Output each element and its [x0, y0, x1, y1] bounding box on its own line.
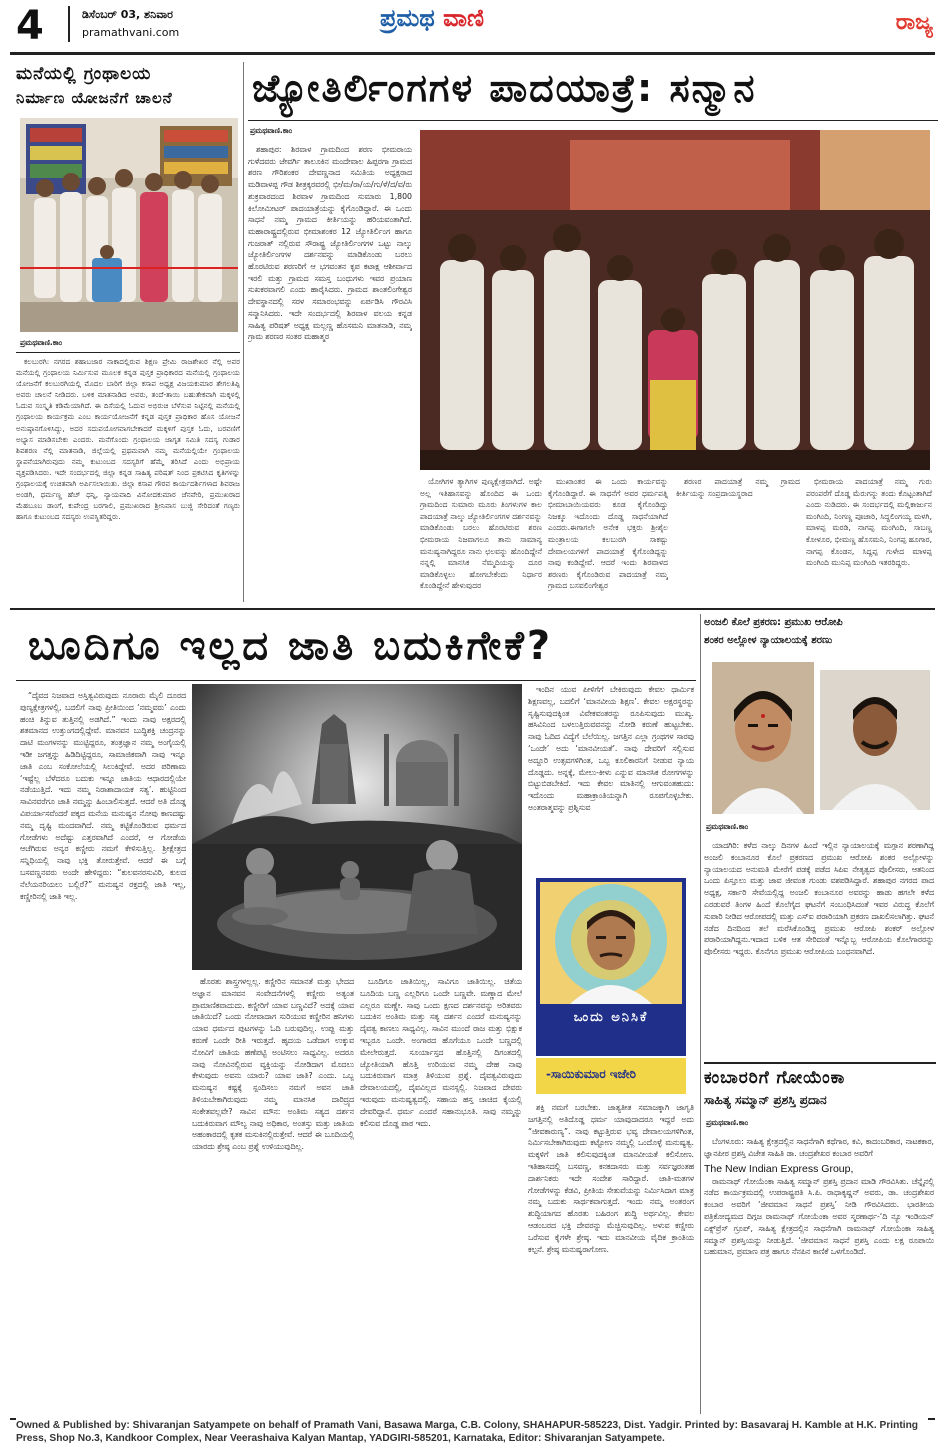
footer-imprint-text: Owned & Published by: Shivaranjan Satyampete on behalf of Pramath Vani, Basawa Marga, C.B. Colony, SHAHAPUR-585223, Dist. Yadgir. Printed by: Basavaraj H. Kamble at H.K. Printing Press, Shop No.3, Kandkoor Complex, Near Veerashaiva Kalyan Mantap, YADGIRI-585201, Karnataka, Editor: Shivaranjan Satyampete.: [16, 1420, 919, 1444]
library-headline-line1: ಮನೆಯಲ್ಲಿ ಗ್ರಂಥಾಲಯ: [16, 64, 152, 84]
kambar-body: [704, 1136, 934, 1412]
columnist-box: [536, 878, 686, 1056]
kambar-story: [704, 1066, 936, 1414]
page-number: 4: [16, 3, 44, 49]
jati-headline-rule: [16, 680, 696, 681]
jati-col3: [360, 976, 522, 1406]
jyotirlinga-col4: [676, 476, 800, 600]
library-photo-art: [20, 118, 238, 332]
columnist-name-box: [536, 1058, 686, 1094]
jyotirlinga-col4-text: ಶರಣರ ಪಾದಯಾತ್ರೆ ನಮ್ಮ ಗ್ರಾಮದ ಕೀರ್ತಿಯನ್ನು ಸಂಪ್ರದಾಯಸ್ಥರಾದ: [676, 477, 800, 498]
library-body-text: ಕಲಬುರಗಿ: ನಗರದ ಶಹಾಬಜಾರ ನಾಕಾದಲ್ಲಿರುವ ಶಿಕ್ಷಣ ಪ್ರೇಮಿ ರಾಜಶೇಖರ ನೆಲ್ಲಿ ಅವರ ಮನೆಯಲ್ಲಿ ಗ್ರಂಥಾಲಯ ನಿರ್ಮಿಸುವ ಮೂಲಕ ಕನ್ನಡ ಪುಸ್ತಕ ಪ್ರಾಧಿಕಾರದ ಮನೆಯಲ್ಲಿ ಗ್ರಂಥಾಲಯ ಯೋಜನೆಗೆ ಕಲಬುರಗಿಯಲ್ಲಿ ಮೊದಲ ಬಾರಿಗೆ ಜಿಲ್ಲಾ ಕಸಾಪ ಅಧ್ಯಕ್ಷ ವಿಜಯಕುಮಾರ ತೇಗಲತಿಪ್ಪಿ ಅವರು ಚಾಲನೆ ನೀಡಿದರು. ಬಳಿಕ ಮಾತನಾಡಿದ ಅವರು, ತಂದೆ-ತಾಯಿ ಬಹುತೇಕವಾಗಿ ಮಕ್ಕಳಲ್ಲಿ ಓದುವ ಸಂಸ್ಕೃತಿ ಕಡಿಮೆಯಾಗಿದೆ. ಈ ದಿಸೆಯಲ್ಲಿ ಓದುವ ಅಭಿರುಚಿ ಬೆಳೆಸುವ ನಿಟ್ಟಿನಲ್ಲಿ ಮನೆಯಲ್ಲಿ ಗ್ರಂಥಾಲಯ ಕಾರ್ಯಕ್ರಮ ಎಂಬ ಕಾರ್ಯಯೋಜನೆಗೆ ಕನ್ನಡ ಪುಸ್ತಕ ಪ್ರಾಧಿಕಾರ ಹೊಸ ಯೋಜನೆ ಅನುಷ್ಠಾನಗೊಳಿಸಿದ್ದು, ಅದರ ಸದುಪಯೋಗವಾಗಬೇಕಾದರೆ ಮಕ್ಕಳಿಗೆ ಪುಸ್ತಕ ಓದು, ಬರವಣಿಗೆ ಅಭ್ಯಾಸ ಮಾಡಿಸಬೇಕು ಎಂದರು. ಮನೆಗೊಂದು ಗ್ರಂಥಾಲಯ ಜಾಗೃತ ಸಮಿತಿ ಸದಸ್ಯ ಗುಡಾರ ಶಿವಶರಣ ನೆಲ್ಲಿ ಮಾತನಾಡಿ, ಜಿಲ್ಲೆಯಲ್ಲಿ ಪ್ರಥಮವಾಗಿ ನಮ್ಮ ಮನೆಯಲ್ಲಿಯೇ ಗ್ರಂಥಾಲಯ ಸ್ಥಾಪನೆಯಾಗಿರುವುದು ನಮ್ಮ ಕುಟುಂಬದ ಸದಸ್ಯರಿಗೆ ಹೆಮ್ಮೆ ತರಿಸಿದೆ ಎಂದು ಅಭಿಪ್ರಾಯ ವ್ಯಕ್ತಪಡಿಸಿದರು. ಇದೇ ಸಂದರ್ಭದಲ್ಲಿ ಜಿಲ್ಲಾ ಕನ್ನಡ ಸಾಹಿತ್ಯ ಪರಿಷತ್ ನಿಂದ ಪ್ರಕಟಿಸಿದ ಕೃತಿಗಳನ್ನು ಗ್ರಂಥಾಲಯಕ್ಕೆ ಉಚಿತವಾಗಿ ಅರ್ಪಿಸಲಾಯಿತು. ಜಿಲ್ಲಾ ಕಸಾಪ ಗೌರವ ಕಾರ್ಯದರ್ಶಿಗಳಾದ ಶಿವರಾಜ ಅಂಡಗಿ, ಧರ್ಮಣ್ಣ ಹೆಚ್ ಧನ್ನಿ, ನ್ಯಾಯವಾದಿ ವಿನೋದಕುಮಾರ ಜೆನವೇರಿ, ಪ್ರಮುಖರಾದ ಮೆಹಬೂಬ ಡಾಂಗೆ, ಕುಪೇಂದ್ರ ಬರಗಾಲಿ, ಪ್ರಮುಖರಾದ ಶ್ರೀನಿವಾಸ ಬುಜ್ಜಿ ಸೇರಿದಂತೆ ಗಣ್ಯರು ಹಾಗೂ ಕುಟುಂಬದ ಸದಸ್ಯರು ಉಪಸ್ಥಿತರಿದ್ದರು.: [16, 357, 240, 522]
kambar-credit: ಪ್ರಮಥವಾಣಿ.ಕಾಂ: [706, 1118, 749, 1127]
footer-imprint-block: [16, 1418, 928, 1446]
anjali-victim-photo: [712, 662, 814, 814]
jati-col4-top: [528, 684, 694, 874]
jati-story: [16, 614, 696, 1414]
jyotirlinga-col1-text: ಶಹಾಪುರ: ಶಿರವಾಳ ಗ್ರಾಮದಿಂದ ಶರಣ ಭೀಮರಾಯ ಗುಳೆದವರು ಜೇವರ್ಗಿ ತಾಲೂಕಿನ ಮಂದೇವಾಲ ಹಿಪ್ಪರಗಾ ಗ್ರಾಮದ ಶರಣ ಗೌರಿಶಂಕರ ದೇವಣ್ಣನಾದ ಸಮಿತಿಯ ಅಧ್ಯಕ್ಷರಾದ ಮಡಿವಾಳಪ್ಪ ಗೌಡ ಶೀತ್ರಕ್ಕರವರಲ್ಲಿ ಭೀ/ಮ/ರಾ/ಯ/ಗು/ಳೆ/ದ/ವ/ರು ಶುಕ್ರವಾರದಂದ ಶಿರವಾಳ ಗ್ರಾಮದಿಂದ ಸುಮಾರು 1,800 ಕಿಲೋಮೀಟರ್ ಪಾದಯಾತ್ರೆಯನ್ನು ಕೈಗೊಂಡಿದ್ದಾರೆ. ಈ ಒಂದು ಸಾಧನೆ ನಮ್ಮ ಗ್ರಾಮದ ಕೀರ್ತಿಯನ್ನು ಹರಿಯವಂತಾಗಿದೆ. ಮಹಾರಾಷ್ಟ್ರದಲ್ಲಿರುವ ಭೀಮಾಶಂಕರ 12 ಜ್ಯೋತಿರ್ಲಿಂಗ ಹಾಗೂ ಗುಜರಾತ್ ನಲ್ಲಿರುವ ಸೌರಾಷ್ಟ್ರ ಜ್ಯೋತಿರ್ಲಿಂಗಗಳ ಒಟ್ಟು ನಾಲ್ಕು ಜ್ಯೋತಿರ್ಲಿಂಗಗಳ ದರ್ಶನವನ್ನು ಮಾಡಿಕೊಂಡು ಬರಲು ಹೊರಟಿರುವ ಶರಣರಿಗೆ ಆ ಭಗವಂತನ ಕೃಪ ಕಟಾಕ್ಷ ಆಶೀರ್ವಾದ ಇರಲಿ ಮತ್ತು ಗ್ರಾಮದ ಸಮಸ್ತ ಬಂಧುಗಳು ಇವರ ಪ್ರಯಾಣ ಸುಖಕರವಾಗಲಿ ಎಂದು ಹಾರೈಸಿದರು. ಗ್ರಾಮದ ಶಾಂತಲಿಂಗೇಶ್ವರ ದೇವಸ್ಥಾನದಲ್ಲಿ ಸರಳ ಸಮಾರಂಭವನ್ನು ಏರ್ಪಡಿಸಿ ಗೌರವಿಸಿ ಸನ್ಮಾನಿಸಿದರು. ಇದೇ ಸಂದರ್ಭದಲ್ಲಿ ಶಿರವಾಳ ವಲಯ ಕನ್ನಡ ಸಾಹಿತ್ಯ ಪರಿಷತ್ ಅಧ್ಯಕ್ಷ ಮಲ್ಲಣ್ಣ ಹೊಸಮನಿ ಮಾತನಾಡಿ, ನಮ್ಮ ಗ್ರಾಮ ಶರಣರ ಸಂತರ ಮಹಾತ್ಮರ: [248, 145, 412, 342]
jati-headline: ಬೂದಿಗೂ ಇಲ್ಲದ ಜಾತಿ ಬದುಕಿಗೇಕೆ?: [28, 623, 554, 669]
columnist-portrait-art: [540, 882, 682, 1004]
anjali-accused-photo-art: [820, 670, 930, 810]
jati-col2: [192, 976, 354, 1406]
jyotirlinga-headline-rule: [248, 120, 938, 121]
anjali-credit: ಪ್ರಮಥವಾಣಿ.ಕಾಂ: [706, 822, 749, 831]
anjali-body-text: ಯಾದಗಿರಿ: ಕಳೆದ ನಾಲ್ಕು ದಿನಗಳ ಹಿಂದೆ ಇಲ್ಲಿನ ನ್ಯಾಯಾಲಯಕ್ಕೆ ಮಗ್ಗಾನ ಶರಣಾಗಿದ್ದ ಅಂಜಲಿ ಕಂಬಾನೂರ ಕೊಲೆ ಪ್ರಕರಣದ ಪ್ರಮುಖ ಆರೋಪಿ ಶಂಕರ ಅಲ್ಲೋಳನ್ನು ನ್ಯಾಯಾಲಯದ ಅನುಮತಿ ಮೇರೆಗೆ ಪಡಕ್ಕೆ ಪಡೆದ ಸಿಪಿಐ ನೇತೃತ್ವದ ಪೊಲೀಸರು, ಆತನಿಂದ ಒಂದು ಪಿಸ್ತೂಲು ಮತ್ತು ಜಾವ ಜೀವಂತ ಗುಂಡು ವಶಪಡಿಸಿದ್ದಾರೆ. ಶಹಾಪುರ ನಗರದ ಪಾದ ಅಧ್ಯಕ್ಷ, ಸರ್ಕಾರಿ ಸೇವೆಯಲ್ಲಿದ್ದ ಅಂಜಲಿ ಕಂಬಾನೂರ ಅವರನ್ನು ಹಾಡು ಹಗಲೇ ಕಳೆದ ಎರಡುವರೆ ತಿಂಗಳ ಹಿಂದೆ ಕೊಲೆಗೈದ ಘಟನೆಗೆ ಸಂಬಂಧಿಸಿದಂತೆ ಇವರ ವಿರುದ್ಧ ಕೊಲೆಗೆ ಸುಪಾರಿ ನೀಡಿದ ಆರೋಪದಲ್ಲಿ ಮತ್ತು ಎಸ್ಐ ಪರಾರಿಯಾಗಿ ಪ್ರಕರಣ ದಾಖಲಿಸಲಾಗಿತ್ತು. ಘಟನೆ ನಡೆದ ದಿನದಿಂದ ತಲೆ ಮರೆಸಿಕೊಂಡಿದ್ದ ಪ್ರಮುಖ ಆರೋಪಿ ಶಂಕರ್ ಅಲ್ಲೋಳ ಪರಾರಿಯಾಗಿದ್ದನು.ಇದಾದ ಬಳಿಕ ಆತ ಸೇರಿದಂತೆ ಇನ್ನೊಬ್ಬ ಆರೋಪಿಯ ಕೊಲೆಗಾರರನ್ನು ಪೊಲೀಸರು ಇದ್ದರು. ಕೊನೆಗೂ ಪ್ರಮುಖ ಆರೋಪಿಯ ಬಂಧನವಾಗಿದೆ.: [704, 841, 934, 957]
jyotirlinga-felicitation-photo: [420, 130, 930, 470]
anjali-story: [704, 614, 936, 1060]
library-body: [16, 356, 240, 602]
library-headline: [16, 62, 240, 114]
kambar-body-part1: ಬೆಂಗಳೂರು: ಸಾಹಿತ್ಯ ಕ್ಷೇತ್ರದಲ್ಲಿನ ಸಾಧನೆಗಾಗಿ ಕಥೆಗಾರ, ಕವಿ, ಕಾದಂಬರಿಕಾರ, ನಾಟಕಕಾರ, ಜ್ಞಾನಪೀಠ ಪ್ರಶಸ್ತಿ ವಿಜೇತ ಸಾಹಿತಿ ಡಾ. ಚಂದ್ರಶೇಖರ ಕಂಬಾರ ಅವರಿಗೆ: [704, 1137, 934, 1158]
library-inauguration-photo: [20, 118, 238, 332]
kambar-headline: [704, 1066, 936, 1116]
anjali-headline-line1: ಅಂಜಲಿ ಕೊಲೆ ಪ್ರಕರಣ: ಪ್ರಮುಖ ಆರೋಪಿ: [704, 617, 843, 628]
jati-col1: [20, 690, 186, 1406]
bottom-column-divider: [700, 614, 701, 1414]
masthead: [0, 0, 945, 52]
paper-name-part1: ಪ್ರಮಥ: [380, 4, 435, 32]
kambar-headline-line2: ಸಾಹಿತ್ಯ ಸಮ್ಮಾನ್ ಪ್ರಶಸ್ತಿ ಪ್ರದಾನ: [704, 1093, 827, 1107]
jyotirlinga-story: [248, 58, 938, 604]
issue-date: ಡಿಸೆಂಬರ್ 03, ಶನಿವಾರ: [82, 8, 173, 21]
columnist-name: -ಸಾಯಿಕುಮಾರ ಇಜೇರಿ: [546, 1067, 637, 1081]
kambar-body-part2: ರಾಮನಾಥ್ ಗೋಯೆಂಕಾ ಸಾಹಿತ್ಯ ಸಮ್ಮಾನ್ ಪ್ರಶಸ್ತಿ ಪ್ರದಾನ ಮಾಡಿ ಗೌರವಿಸಿತು. ಚೆನ್ನೈನಲ್ಲಿ ನಡೆದ ಕಾರ್ಯಕ್ರಮದಲ್ಲಿ ಉಪರಾಷ್ಟ್ರಪತಿ ಸಿ.ಪಿ. ರಾಧಾಕೃಷ್ಣನ್ ಅವರು, ಡಾ. ಚಂದ್ರಶೇಖರ ಕಂಬಾರ ಅವರಿಗೆ ‘ಜೀವಮಾನ ಸಾಧನೆ ಪ್ರಶಸ್ತಿ’ ನೀಡಿ ಗೌರವಿಸಿದರು. ಭಾರತೀಯ ಪತ್ರಿಕೋದ್ಯಮದ ದಿಗ್ಗಜ ರಾಮನಾಥ್ ಗೋಯೆಂಕಾ ಅವರ ಸ್ಮರಣಾರ್ಥ-‘ದಿ ನ್ಯೂ ಇಂಡಿಯನ್ ಎಕ್ಸ್‌ಪ್ರೆಸ್ ಗ್ರೂಪ್, ಸಾಹಿತ್ಯ ಕ್ಷೇತ್ರದಲ್ಲಿನ ಸಾಧನೆಗಾಗಿ ರಾಮನಾಥ್ ಗೋಯೆಂಕಾ ಸಾಹಿತ್ಯ ಸಮ್ಮಾನ್ ಪ್ರಶಸ್ತಿಯನ್ನು ನೀಡುತ್ತಿದೆ. ‘ಜೀವಮಾನ ಸಾಧನೆ ಪ್ರಶಸ್ತಿ ಎಂದು ಲಕ್ಷ ರೂಪಾಯಿ ಬಹುಮಾನ, ಪ್ರಮಾಣ ಪತ್ರ ಹಾಗೂ ನೆನಪಿನ ಕಾಣಿಕೆ ಒಳಗೊಂಡಿದೆ.: [704, 1176, 934, 1257]
jyotirlinga-col1: [248, 144, 412, 600]
anjali-body: [704, 840, 934, 1056]
paper-name: [380, 4, 484, 32]
mid-page-rule: [10, 608, 935, 610]
section-label: ರಾಜ್ಯ: [895, 10, 933, 35]
jati-illustration: [192, 684, 522, 970]
jyotirlinga-col2: [420, 476, 542, 600]
jyotirlinga-col3: [548, 476, 668, 600]
jyotirlinga-col5: [806, 476, 932, 600]
kambar-brand-line: The New Indian Express Group,: [704, 1162, 854, 1175]
library-credit-rule: [16, 352, 240, 353]
columnist-label: ಒಂದು ಅನಿಸಿಕೆ: [573, 1010, 649, 1025]
anjali-headline: [704, 614, 936, 654]
anjali-victim-photo-art: [712, 662, 814, 814]
jati-col2-text: ಹೊರತು ಶಾಸ್ತ್ರಗಳಲ್ಲಲ್ಲ. ಕಣ್ಣೀರಿನ ಸಮಾನತೆ ಮತ್ತು ಭೇದದ ಅಜ್ಞಾನ ಮಾನವನ ಸಂವೇದನೆಗಳಲ್ಲಿ ಕಣ್ಣೀರು ಅತ್ಯಂತ ಪ್ರಾಮಾಣಿಕವಾದುದು. ಕಣ್ಣೀರಿಗೆ ಯಾವ ಬಣ್ಣವಿದೆ? ಅದಕ್ಕೆ ಯಾವ ಜಾತಿಯಿದೆ? ಒಂದು ನೋವಾದಾಗ ಸುರಿಯುವ ಕಣ್ಣೀರಿನ ಹನಿಗಳು ಯಾವ ಧರ್ಮದ ಪುಟಗಳನ್ನು ಓದಿ ಬರುವುದಿಲ್ಲ. ಉಪ್ಪು ಮತ್ತು ಕರುಣೆ ಒಂದೇ ರೀತಿ ಇರುತ್ತದೆ. ಹೃದಯ ಒಡೆದಾಗ ಉಕ್ಕುವ ನೋವಿಗೆ ಜಾತಿಯ ಹಣೆಪಟ್ಟಿ ಅಂಟಿಸಲು ಸಾಧ್ಯವಿಲ್ಲ. ಅದರೂ ನಾವು ನೋವಿನಲ್ಲಿರುವ ವ್ಯಕ್ತಿಯನ್ನು ನೋಡಿದಾಗ ಮೊದಲು ಕೇಳುವುದು ಅವನು ಯಾರು? ಯಾವ ಜಾತಿ? ಎಂದು. ಒಬ್ಬ ಮನುಷ್ಯನ ಕಷ್ಟಕ್ಕೆ ಸ್ಪಂದಿಸಲು ನಮಗೆ ಅವನ ಜಾತಿ ತಿಳಿಯಬೇಕಾಗಿರುವುದು ನಮ್ಮ ಮಾನಸಿಕ ದಾರಿದ್ರ್ಯದ ಸಂಕೇತವಲ್ಲವೇ? ಸಾವಿನ ಮೌನ: ಅಂತಿಮ ಸತ್ಯದ ದರ್ಶನ ಬದುಕಿರುವಾಗ ಮೌಲ್ಯ ನಾವು ಅಧಿಕಾರ, ಅಂತಸ್ತು ಮತ್ತು ಜಾತಿಯ ಅಹಂಕಾರದಲ್ಲಿ ಕೃತಕ ಮಸುಕಿನಲ್ಲಿರುತ್ತೇವೆ. ಆದರೆ ಈ ಬೂದಿಯಲ್ಲಿ ಯಾರದು ಶ್ರೇಷ್ಠ ಎಂಬ ಪ್ರಶ್ನೆ ಉಳಿಯುವುದಿಲ್ಲ.: [192, 977, 354, 1152]
anjali-accused-photo: [820, 670, 930, 810]
library-headline-line2: ನಿರ್ಮಾಣ ಯೋಜನೆಗೆ ಚಾಲನೆ: [16, 89, 173, 107]
website: pramathvani.com: [82, 26, 180, 39]
jati-col4-top-text: ಇಂದಿನ ಯುವ ಪೀಳಿಗೆಗೆ ಬೇಕಿರುವುದು ಕೇವಲ ಧಾರ್ಮಿಕ ಶಿಕ್ಷಣವಲ್ಲ, ಬದಲಿಗೆ ‘ಮಾನವೀಯ ಶಿಕ್ಷಣ’. ಕೇವಲ ಅಕ್ಷರಸ್ಥರನ್ನು ಸೃಷ್ಟಿಸುವುದಕ್ಕಿಂತ ವಿವೇಕವಂತರನ್ನು ರೂಪಿಸುವುದು ಮುಖ್ಯ. ಹಸಿವಿನಿಂದ ಬಳಲುತ್ತಿರುವವನನ್ನು ನೋಡಿ ಕರುಣೆ ಹುಟ್ಟಬೇಕು. ನಾವು ಓದಿದ ವಿದ್ಯೆಗೆ ಬೆಲೆಯಿಲ್ಲ. ಜಗತ್ತಿನ ಎಲ್ಲಾ ಗ್ರಂಥಗಳ ಸಾರವು ‘ಒಂದೇ’ ಅದು ‘ಮಾನವೀಯತೆ’. ನಾವು ದೇವರಿಗೆ ಸಲ್ಲಿಸುವ ಅದ್ದೂರಿ ಉತ್ಸವಗಳಿಗಿಂತ, ಒಬ್ಬ ಕೂಲಿಕಾರನಿಗೆ ನೀಡುವ ನ್ಯಾಯ ದೊಡ್ಡದು. ಅನ್ನಕ್ಕೆ, ಮೇಲು-ಕೀಳು ಎನ್ನುವ ಮಾನಸಿಕ ರೋಗಗಳನ್ನು ಬಿಟ್ಟುಬಿಡಬೇಕಿದೆ. ಇದು ಕೇವಲ ಮಾತಿನಲ್ಲಿ ಆಗುವಂತಹುದು: ಇದೊಂದು ಮಹಾಕ್ರಾಂತಿಯನ್ನಾಗಿ ರೂಪಗೊಳ್ಳಬೇಕು. ಅಂತರಾತ್ಮವನ್ನು ಪ್ರಶ್ನಿಸುವ: [528, 685, 694, 812]
masthead-rule: [10, 52, 935, 55]
jyotirlinga-col5-text: ಭೀಮರಾಯ ಪಾದಯಾತ್ರೆ ನಮ್ಮ ಗುರು ಪರಂಪರೆಗೆ ದೊಡ್ಡ ಮೆರುಗನ್ನು ತಂದು ಕೊಟ್ಟಂತಾಗಿದೆ ಎಂದು ನುಡಿದರು. ಈ ಸಂದರ್ಭದಲ್ಲಿ ಮಲ್ಲಿಕಾರ್ಜುನ ಮಂಗಿಂದಿ, ನಿಂಗಣ್ಣ ಪೂಜಾರಿ, ಸಿದ್ಧಲಿಂಗಯ್ಯ ಮಳಗಿ, ಮಾಳಪ್ಪ ಮರಡಿ, ನಾಗಪ್ಪ ಮಂಗಿಂದಿ, ಸಾಬಣ್ಣ ಕೋಳೂರ, ಭೀಮಣ್ಣ ಹೊಸಮನಿ, ನಿಂಗಪ್ಪ ಹೂಗಾರ, ನಾಗಪ್ಪ ಕೊಂಡನ, ಸಿದ್ದಪ್ಪ ಗುಳೇದ ಮಾಳಪ್ಪ ಮಂಗಿಂದಿ ಮುನಿಪ್ಪ ಮಂಗಿಂದಿ ಇತರರಿದ್ದರು.: [806, 477, 932, 568]
columnist-portrait: [540, 882, 682, 1004]
jati-col4-bottom: [528, 1102, 694, 1406]
library-credit: ಪ್ರಮಥವಾಣಿ.ಕಾಂ: [20, 338, 63, 347]
anjali-headline-line2: ಶಂಕರ ಅಲ್ಲೋಳ ನ್ಯಾಯಾಲಯಕ್ಕೆ ಶರಣು: [704, 635, 833, 646]
jyotirlinga-headline: ಜ್ಯೋತಿರ್ಲಿಂಗಗಳ ಪಾದಯಾತ್ರೆ: ಸನ್ಮಾನ: [252, 66, 757, 110]
jati-col4-bottom-text: ಶಕ್ತಿ ನಮಗೆ ಬರಬೇಕು. ಜಾತ್ಯತೀತ ಸಮಾಜಕ್ಕಾಗಿ ಜಾಗೃತಿ ಜಗತ್ತಿನಲ್ಲಿ ಅತಿದೊಡ್ಡ ಧರ್ಮ ಯಾವುದಾದರೂ ಇದ್ದರೆ ಅದು “ಜೀವಕಾರುಣ್ಯ”. ನಾವು ಕಟ್ಟುತ್ತಿರುವ ಭವ್ಯ ದೇವಾಲಯಗಳಿಗಿಂತ, ನಿರ್ಮಿಸಬೇಕಾಗಿರುವುದು ಕಟ್ಟೋಣ ನಮ್ಮಲ್ಲಿ ಒಂದೊಳ್ಳೆ ಮನುಷ್ಯತ್ವ. ಮಕ್ಕಳಿಗೆ ಜಾತಿ ಕಲಿಸುವುದಕ್ಕಿಂತ ಮಾನವೀಯತೆ ಕಲಿಸೋಣ. ಇತಿಹಾಸದಲ್ಲಿ ಬಸವಣ್ಣ, ಕನಕದಾಸರು ಮತ್ತು ಸರ್ವಜ್ಞರಂತಹ ದಾರ್ಶನಿಕರು ಇದೇ ಸಂದೇಶ ಸಾರಿದ್ದಾರೆ. ಜಾತಿ-ಮತಗಳ ಗೋಡೆಗಳನ್ನು ಕೆಡವಿ, ಪ್ರೀತಿಯ ಸೇತುವೆಯನ್ನು ನಿರ್ಮಿಸಿದಾಗ ಮಾತ್ರ ನಮ್ಮ ಬದುಕು ಸಾರ್ಥಕವಾಗುತ್ತದೆ. ಇಂದು ನಮ್ಮ ಅಂತರಂಗ ಶುದ್ಧಿಯಾಗದ ಹೊರತು ಬಹಿರಂಗ ಶುದ್ಧಿ ಅರ್ಥವಿಲ್ಲ. ಕೇವಲ ಆಡಂಬರದ ಭಕ್ತಿ ದೇವರನ್ನು ಮೆಚ್ಚಿಸುವುದಿಲ್ಲ. ಅಳುವ ಕಣ್ಣೀರು ಒರೆಸುವ ಕೈಗಳೇ ಶ್ರೇಷ್ಠ. ಇದು ಮಾನವೀಯ ವೈದಿಕ ಕ್ರಾಂತಿಯ ಕಲ್ಪನೆ. ಶ್ರೇಷ್ಠ ಮನುಷ್ಯರಾಗೋಣ.: [528, 1103, 694, 1254]
jyotirlinga-col3-text: ಮುಖಾಂತರ ಈ ಒಂದು ಕಾರ್ಯವನ್ನು ಕೈಗೊಂಡಿದ್ದಾರೆ. ಈ ಸಾಧನೆಗೆ ಅವರ ಧರ್ಮಪತ್ನಿ ಭೀಮಾಬಾಯಿಯವರು ಕೂಡ ಕೈಗೊಂಡಿದ್ದು ನಿಜಕ್ಕೂ ಇದೊಂದು ದೊಡ್ಡ ಸಾಧನೆಯಾಗಿದೆ ಎಂದರು.ಈಗಾಗಲೇ ಅನೇಕ ಭಕ್ತರು ಶ್ರೀಶೈಲ ಮಂತ್ರಾಲಯ ಕಲಬುರಗಿ ಸಾಕಷ್ಟು ದೇವಾಲಯಗಳಿಗೆ ಪಾದಯಾತ್ರೆ ಕೈಗೊಂಡಿದ್ದನ್ನು ನಾವು ಕಂಡಿದ್ದೇವೆ. ಆದರೆ ಇಂದು ಶಿರವಾಳದ ಶರಣರು ಕೈಗೊಂಡಿರುವ ಪಾದಯಾತ್ರೆ ನಮ್ಮ ಗ್ರಾಮದ ಬಸವಲಿಂಗೇಶ್ವರ: [548, 477, 668, 591]
jati-col1-text: “ದೈವದ ನಿಜವಾದ ಅಸ್ತಿತ್ವವಿರುವುದು ನೂರಾರು ಮೈಲಿ ದೂರದ ಪುಣ್ಯಕ್ಷೇತ್ರಗಳಲ್ಲಿ, ಬದಲಿಗೆ ನಾವು ಪ್ರೀತಿಯಿಂದ ‘ನಮ್ಮವರು’ ಎಂದು ಹಂಚಿ ತಿನ್ನುವ ತುತ್ತಿನಲ್ಲಿ ಅಡಗಿದೆ.” ಇಂದು ನಾವು ಅಕ್ಷರದಲ್ಲಿ ಶತಮಾನದ ಉತ್ತುಂಗದಲ್ಲಿದ್ದೇವೆ. ಮಾನವನ ಬುದ್ಧಿಶಕ್ತಿ ಚಂದ್ರನನ್ನು ದಾಟಿ ಮಂಗಳನನ್ನು ಮುಟ್ಟಿದ್ದರೂ, ತಂತ್ರಜ್ಞಾನ ನಮ್ಮ ಅಂಗೈಯಲ್ಲಿ ಇಡೀ ಜಗತ್ತನ್ನು ಹಿಡಿದಿಟ್ಟಿದ್ದರೂ, ಸಾಮಾಜಿಕವಾಗಿ ನಾವು ಇನ್ನೂ ಜಾತಿ ಎಂಬ ಸಂಕೋಲೆಯಲ್ಲಿ ಸಿಲುಕಿದ್ದೇವೆ. ಅದರ ಪರಿಣಾಮ ‘ಇಷ್ಟೆಲ್ಲ ಬೆಳೆದರೂ ಬದುಕು ಇನ್ನೂ ಜಾತಿಯ ಆಧಾರದಲ್ಲಿಯೇ ನಡೆಯುತ್ತಿದೆ. ಇದು ನಮ್ಮ ನಿರಾಶಾದಾಯಕ ಸತ್ಯ’. ಹುಟ್ಟಿನಿಂದ ಸಾವಿನವರೆಗೂ ಜಾತಿ ನಮ್ಮನ್ನು ಹಿಂಬಾಲಿಸುತ್ತದೆ. ಆದರೆ ಅತಿ ದೊಡ್ಡ ವಿಪರ್ಯಾಸವೆಂದರೆ ಪಕ್ಕದ ಮನೆಯ ಮನುಷ್ಯನ ನೋವು ಕಾಣದಷ್ಟು ನಮ್ಮ ದೃಷ್ಟಿ ಮಂದವಾಗಿದೆ. ನಮ್ಮ ಕಟ್ಟಿಕೊಂಡಿರುವ ಧರ್ಮದ ಗೋಡೆಗಳು ಅದೆಷ್ಟು ಎತ್ತರವಾಗಿದೆ ಎಂದರೆ, ಆ ಗೋಡೆಯ ಆಚೆಗಿರುವ ಅನ್ಯರ ಕಣ್ಣೀರು ನಮಗೆ ಕೇಳಿಸುತ್ತಿಲ್ಲ. ಶ್ರೀಕ್ಷೇತ್ರದ ಸನ್ನಿಧಿಯಲ್ಲಿ ನಾವು ಭಕ್ತಿ ತೋರುತ್ತೇವೆ. ಆದರೆ ಈ ಬಗ್ಗೆ ಬಸವಣ್ಣನವರು ಅಂದೇ ಹೇಳಿದ್ದರು: “ಕುಲವನರಸುವಿರಿ, ಕುಲದ ನೆಲೆಯನರಿಯಲು ಬಲ್ಲಿರೆ?” ಮನುಷ್ಯನ ರಕ್ತದಲ್ಲಿ ಜಾತಿ ಇಲ್ಲ, ಕಣ್ಣೀರಿನಲ್ಲಿ ಜಾತಿ ಇಲ್ಲ.: [20, 691, 186, 901]
right-column-rule: [704, 1062, 936, 1064]
kambar-headline-line1: ಕಂಬಾರರಿಗೆ ಗೋಯೆಂಕಾ: [704, 1068, 846, 1088]
paper-name-part2: ವಾಣಿ: [443, 4, 485, 32]
masthead-divider: [68, 6, 70, 42]
jati-col3-text: ಬೂದಿಗೂ ಜಾತಿಯಿಲ್ಲ, ಸಾವಿಗೂ ಜಾತಿಯಿಲ್ಲ. ಚಿತೆಯ ಬೂದಿಯ ಬಣ್ಣ ಎಲ್ಲರಿಗೂ ಒಂದೇ ಬಣ್ಣವೇ. ಮಣ್ಣಾದ ಮೇಲೆ ಎಲ್ಲರೂ ಮಣ್ಣೇ. ಸಾವು ಒಂದು ಕ್ಷಣದ ದರ್ಶನವನ್ನು ಅರಿತವರು ಬದುಕಿನ ಅಂತಿಮ ಮತ್ತು ಸತ್ಯ ದರ್ಶನ ಎಂದರೆ ಮನುಷ್ಯನನ್ನು ದೈವತ್ವ ಕಾಣಲು ಸಾಧ್ಯವಿಲ್ಲ. ಸಾವಿನ ಮುಂದೆ ರಾಜ ಮತ್ತು ಭಿಕ್ಷುಕ ಇಬ್ಬರೂ ಒಂದೇ. ಅಂಗಾರದ ಹೊಗೆಯೂ ಒಂದೇ ಬಣ್ಣದಲ್ಲಿ ಮೇಲೇರುತ್ತದೆ. ಸೂರ್ಯಾಸ್ತದ ಹೊತ್ತಿನಲ್ಲಿ ದಿಗಂತದಲ್ಲಿ ಜ್ಯೋತಿಯಾಗಿ ಹೊತ್ತಿ ಉರಿಯುವ ನಮ್ಮ ದೇಹ ನಾವು ಬದುಕಿರುವಾಗ ಮಾತ್ರ ತಿಳಿಯುವ ಪ್ರಶ್ನೆ. ದೈವತ್ವವಿರುವುದು ದೇವಾಲಯದಲ್ಲಿ, ದೈವವಿಲ್ಲದ ಮನಸ್ಸಲ್ಲಿ. ನಿಜವಾದ ದೇವರು ಇರುವುದು ಮನುಷ್ಯತ್ವದಲ್ಲಿ. ಸಹಾಯ ಹಸ್ತ ಚಾಚಿದ ಕೈಯಲ್ಲಿ ದೇವರಿದ್ದಾನೆ. ಧರ್ಮ ಎಂದರೆ ಸಹಾನುಭೂತಿ. ಸಾವು ನಮ್ಮನ್ನು ಕಲಿಸುವ ದೊಡ್ಡ ಪಾಠ ಇದು.: [360, 977, 522, 1128]
library-story: [16, 62, 240, 602]
top-column-divider: [243, 62, 244, 602]
jyotirlinga-credit: ಪ್ರಮಥವಾಣಿ.ಕಾಂ: [250, 126, 293, 135]
jati-illustration-art: [192, 684, 522, 970]
jyotirlinga-col2-text: ಯೋಗಿಗಳ ತ್ಯಾಗಿಗಳ ಪುಣ್ಯಕ್ಷೇತ್ರವಾಗಿದೆ. ಅಷ್ಟೇ ಅಲ್ಲ ಇತಿಹಾಸವನ್ನು ಹೊಂದಿದ ಈ ಒಂದು ಗ್ರಾಮದಿಂದ ಸುಮಾರು ಮೂರು ತಿಂಗಳುಗಳ ಕಾಲ ಪಾದಯಾತ್ರೆ ನಾಲ್ಕು ಜ್ಯೋತಿರ್ಲಿಂಗಗಳ ದರ್ಶನವನ್ನು ಮಾಡಿಕೊಂಡು ಬರಲು ಹೊರಟಿರುವ ಶರಣ ಭೀಮರಾಯ ನಿಜವಾಗಲೂ ತಾನು ಸಾಮಾನ್ಯ ಮನುಷ್ಯನಾಗಿದ್ದರೂ ನಾನು ಛಲವನ್ನು ಹೊಂದಿದ್ದೇನೆ ನನ್ನಲ್ಲಿ ಮಾನಸಿಕ ನೆಮ್ಮದಿಯನ್ನು ದೂರ ಮಾಡಿಕೊಳ್ಳಲು ಹೋಗಬೇಕೆಂದು ನಿರ್ಧಾರ ಕೊಂಡಿದ್ದೇನೆ ಹೇಳುವುದರ: [420, 477, 542, 591]
jyotirlinga-photo-art: [420, 130, 930, 470]
